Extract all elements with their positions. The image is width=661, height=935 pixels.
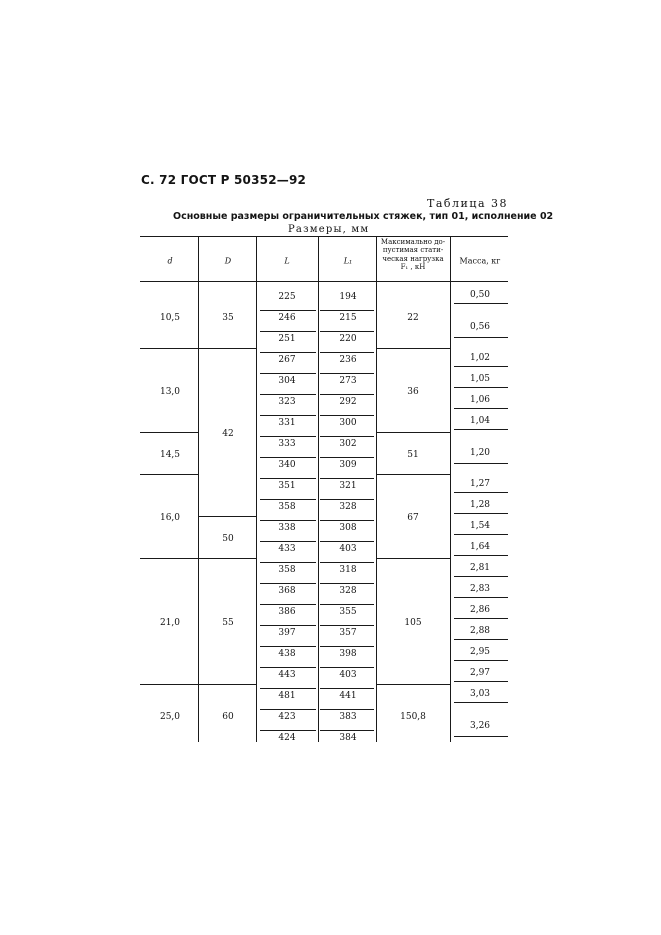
cell-mass: 1,06 [469, 395, 491, 405]
row-rule-L1 [320, 394, 374, 395]
cell-load: 51 [407, 449, 419, 460]
column-header-d: D [224, 256, 232, 265]
cell-L1: 328 [339, 502, 357, 512]
row-rule-L [260, 541, 316, 542]
row-rule-L [260, 394, 316, 395]
cell-D: 42 [222, 428, 234, 439]
row-rule-L1 [320, 310, 374, 311]
cell-D: 50 [222, 533, 234, 544]
row-rule-L [260, 499, 316, 500]
cell-mass: 1,54 [469, 521, 491, 531]
cell-d: 25,0 [159, 712, 181, 722]
row-rule-L [260, 625, 316, 626]
row-rule-L [260, 331, 316, 332]
cell-mass: 1,04 [469, 416, 491, 426]
cell-load: 105 [404, 617, 422, 628]
cell-mass: 2,83 [469, 584, 491, 594]
row-rule-L [260, 478, 316, 479]
row-rule-L1 [320, 478, 374, 479]
cell-L: 333 [278, 439, 296, 449]
row-rule-L [260, 352, 316, 353]
cell-D: 60 [222, 712, 234, 722]
cell-L1: 220 [339, 334, 357, 344]
column-header-load [381, 238, 445, 272]
cell-L1: 215 [339, 313, 357, 323]
cell-L: 323 [278, 397, 296, 407]
cell-d-group-rule [140, 558, 198, 559]
cell-D: 55 [222, 617, 234, 628]
cell-mass: 3,26 [469, 720, 491, 731]
cell-mass: 2,81 [469, 563, 491, 573]
cell-L: 433 [278, 544, 296, 554]
cell-L1: 308 [339, 523, 357, 533]
table-top-rule [140, 236, 508, 237]
row-rule-L1 [320, 646, 374, 647]
page-header: С. 72 ГОСТ Р 50352—92 [141, 173, 307, 187]
row-rule-mass [454, 387, 508, 388]
cell-d: 16,0 [159, 512, 181, 523]
cell-L: 340 [278, 460, 296, 470]
cell-L1: 321 [339, 481, 357, 491]
row-rule-mass [454, 555, 508, 556]
row-rule-mass [454, 702, 508, 703]
row-rule-L1 [320, 688, 374, 689]
row-rule-L1 [320, 457, 374, 458]
cell-mass: 1,05 [469, 374, 491, 384]
row-rule-L [260, 688, 316, 689]
cell-L: 267 [278, 355, 296, 365]
row-rule-L [260, 415, 316, 416]
row-rule-L [260, 583, 316, 584]
cell-d-group-rule [140, 432, 198, 433]
table-header-rule [140, 281, 508, 282]
row-rule-mass [454, 513, 508, 514]
row-rule-L [260, 667, 316, 668]
cell-L: 338 [278, 523, 296, 533]
column-divider [450, 236, 451, 742]
row-rule-L [260, 709, 316, 710]
cell-mass: 1,28 [469, 500, 491, 510]
cell-d: 10,5 [159, 313, 181, 323]
row-rule-mass [454, 366, 508, 367]
row-rule-mass [454, 492, 508, 493]
cell-L1: 355 [339, 607, 357, 617]
row-rule-L1 [320, 604, 374, 605]
cell-L: 424 [278, 733, 296, 743]
row-rule-mass [454, 639, 508, 640]
cell-d-group-rule [140, 474, 198, 475]
cell-load: 67 [407, 512, 419, 523]
column-header-l: L [284, 256, 290, 265]
cell-load-group-rule [376, 432, 450, 433]
cell-d: 13,0 [159, 386, 181, 397]
cell-d: 21,0 [159, 617, 181, 628]
cell-mass: 2,88 [469, 626, 491, 636]
row-rule-L1 [320, 499, 374, 500]
row-rule-L1 [320, 709, 374, 710]
cell-D-group-rule [198, 516, 256, 517]
row-rule-mass [454, 303, 508, 304]
cell-mass: 3,03 [469, 689, 491, 699]
cell-L: 481 [278, 691, 296, 701]
cell-L: 304 [278, 376, 296, 386]
cell-D: 35 [222, 313, 234, 323]
row-rule-L1 [320, 730, 374, 731]
cell-d: 14,5 [159, 449, 181, 460]
row-rule-L1 [320, 583, 374, 584]
row-rule-L [260, 373, 316, 374]
row-rule-mass [454, 681, 508, 682]
cell-mass: 1,02 [469, 353, 491, 363]
cell-load-group-rule [376, 558, 450, 559]
row-rule-mass [454, 660, 508, 661]
column-divider [256, 236, 257, 742]
cell-L1: 357 [339, 628, 357, 638]
cell-L1: 318 [339, 565, 357, 575]
cell-load-group-rule [376, 474, 450, 475]
cell-L1: 300 [339, 418, 357, 428]
column-header-line: Максимально до- [380, 237, 446, 246]
row-rule-mass [454, 534, 508, 535]
cell-mass: 1,64 [469, 542, 491, 552]
cell-L: 423 [278, 712, 296, 722]
cell-load: 150,8 [400, 712, 426, 722]
cell-L1: 384 [339, 733, 357, 743]
row-rule-L1 [320, 625, 374, 626]
column-header-d: d [167, 256, 173, 265]
row-rule-L1 [320, 562, 374, 563]
column-header-mass: Масса, кг [459, 256, 501, 265]
cell-L1: 302 [339, 439, 357, 449]
row-rule-L1 [320, 373, 374, 374]
cell-L: 386 [278, 607, 296, 617]
cell-L: 331 [278, 418, 296, 428]
cell-load: 36 [407, 386, 419, 397]
row-rule-L1 [320, 436, 374, 437]
cell-mass: 1,20 [469, 447, 491, 458]
cell-L: 246 [278, 313, 296, 323]
cell-L1: 292 [339, 397, 357, 407]
cell-d-group-rule [140, 684, 198, 685]
cell-mass: 1,27 [469, 479, 491, 489]
row-rule-L [260, 436, 316, 437]
column-header-line: пустимая стати- [382, 246, 444, 254]
cell-L: 351 [278, 481, 296, 491]
cell-L: 438 [278, 649, 296, 659]
row-rule-L [260, 730, 316, 731]
table-number: Таблица 38 [427, 197, 508, 210]
row-rule-mass [454, 597, 508, 598]
cell-load-group-rule [376, 684, 450, 685]
row-rule-mass [454, 736, 508, 737]
column-header-l1: L₁ [343, 256, 353, 265]
table-units: Размеры, мм [288, 224, 370, 235]
cell-D-group-rule [198, 348, 256, 349]
row-rule-mass [454, 408, 508, 409]
cell-L1: 328 [339, 586, 357, 596]
row-rule-L [260, 310, 316, 311]
cell-L1: 403 [339, 670, 357, 680]
cell-L: 358 [278, 502, 296, 512]
cell-D-group-rule [198, 684, 256, 685]
row-rule-mass [454, 576, 508, 577]
row-rule-L1 [320, 541, 374, 542]
cell-mass: 2,97 [469, 668, 491, 678]
cell-L1: 236 [339, 355, 357, 365]
row-rule-L1 [320, 520, 374, 521]
cell-L: 251 [278, 334, 296, 344]
cell-d-group-rule [140, 348, 198, 349]
cell-load-group-rule [376, 348, 450, 349]
cell-D-group-rule [198, 558, 256, 559]
cell-L1: 398 [339, 649, 357, 659]
cell-L: 397 [278, 628, 296, 638]
cell-load: 22 [407, 313, 419, 323]
row-rule-mass [454, 337, 508, 338]
cell-L: 368 [278, 586, 296, 596]
row-rule-L [260, 604, 316, 605]
cell-L1: 403 [339, 544, 357, 554]
cell-L: 443 [278, 670, 296, 680]
cell-L1: 441 [339, 691, 357, 701]
row-rule-L1 [320, 331, 374, 332]
cell-mass: 0,56 [469, 321, 491, 332]
cell-mass: 2,95 [469, 647, 491, 657]
column-divider [318, 236, 319, 742]
row-rule-mass [454, 618, 508, 619]
cell-L1: 383 [339, 712, 357, 722]
cell-mass: 2,86 [469, 605, 491, 615]
cell-mass: 0,50 [469, 290, 491, 300]
row-rule-L1 [320, 415, 374, 416]
row-rule-mass [454, 429, 508, 430]
column-header-line: ческая нагрузка [382, 254, 444, 263]
row-rule-L1 [320, 352, 374, 353]
row-rule-L [260, 562, 316, 563]
row-rule-mass [454, 463, 508, 464]
cell-L1: 273 [339, 376, 357, 386]
row-rule-L [260, 457, 316, 458]
column-divider [198, 236, 199, 742]
table-title: Основные размеры ограничительных стяжек, тип 01, исполнение 02 [173, 211, 554, 222]
column-divider [376, 236, 377, 742]
cell-L: 358 [278, 565, 296, 575]
row-rule-L [260, 520, 316, 521]
cell-L1: 194 [339, 292, 357, 302]
column-header-line: F₁ , кН [400, 263, 426, 271]
cell-L: 225 [278, 292, 296, 302]
cell-L1: 309 [339, 460, 357, 470]
row-rule-L [260, 646, 316, 647]
row-rule-L1 [320, 667, 374, 668]
